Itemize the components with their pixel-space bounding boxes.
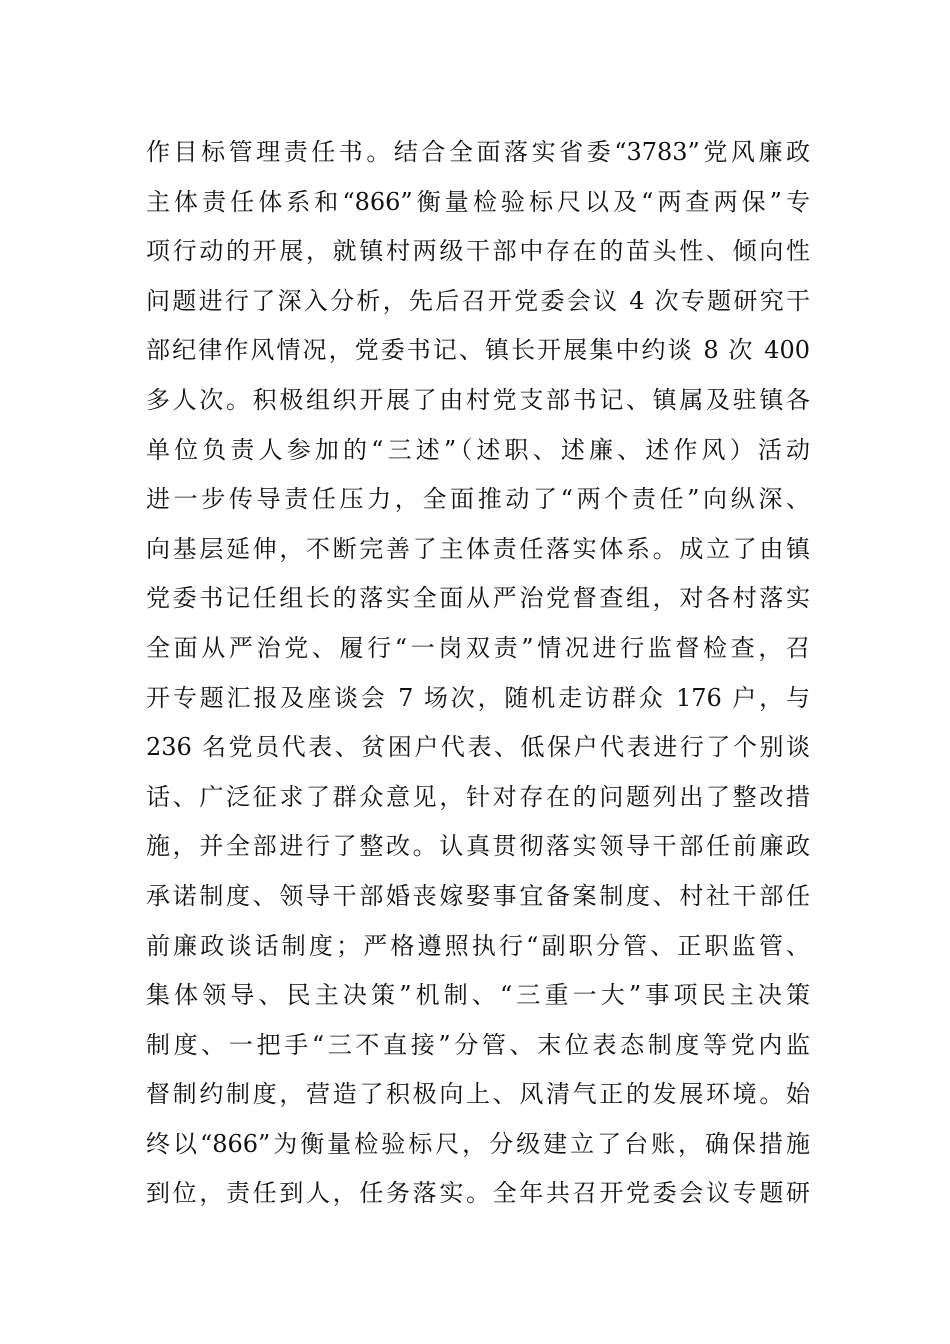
text-line: 全面从严治党、履行“一岗双责”情况进行监督检查，召 <box>146 633 810 662</box>
body-paragraph <box>146 128 810 1219</box>
text-line: 进一步传导责任压力，全面推动了“两个责任”向纵深、 <box>146 485 810 514</box>
text-line: 承诺制度、领导干部婚丧嫁娶事宜备案制度、村社干部任 <box>146 881 810 910</box>
text-line: 主体责任体系和“866”衡量检验标尺以及“两查两保”专 <box>146 187 810 216</box>
text-line: 236 名党员代表、贫困户代表、低保户代表进行了个别谈 <box>146 733 810 762</box>
text-line: 制度、一把手“三不直接”分管、末位表态制度等党内监 <box>146 1030 810 1059</box>
text-line: 开专题汇报及座谈会 7 场次，随机走访群众 176 户，与 <box>146 683 810 712</box>
text-line: 项行动的开展，就镇村两级干部中存在的苗头性、倾向性 <box>146 237 810 266</box>
text-line: 单位负责人参加的“三述”（述职、述廉、述作风）活动 <box>146 435 810 464</box>
text-line: 多人次。积极组织开展了由村党支部书记、镇属及驻镇各 <box>146 385 810 414</box>
text-line: 向基层延伸，不断完善了主体责任落实体系。成立了由镇 <box>146 534 810 563</box>
text-line: 话、广泛征求了群众意见，针对存在的问题列出了整改措 <box>146 782 810 811</box>
text-line: 部纪律作风情况，党委书记、镇长开展集中约谈 8 次 400 <box>146 336 810 365</box>
text-line: 施，并全部进行了整改。认真贯彻落实领导干部任前廉政 <box>146 832 810 861</box>
text-line: 作目标管理责任书。结合全面落实省委“3783”党风廉政 <box>146 138 810 166</box>
text-line: 集体领导、民主决策”机制、“三重一大”事项民主决策 <box>146 981 810 1010</box>
text-line: 问题进行了深入分析，先后召开党委会议 4 次专题研究干 <box>146 286 810 315</box>
text-line: 督制约制度，营造了积极向上、风清气正的发展环境。始 <box>146 1080 810 1109</box>
text-line: 前廉政谈话制度；严格遵照执行“副职分管、正职监管、 <box>146 931 810 960</box>
text-line: 到位，责任到人，任务落实。全年共召开党委会议专题研 <box>146 1179 810 1208</box>
text-line: 终以“866”为衡量检验标尺，分级建立了台账，确保措施 <box>146 1129 810 1158</box>
text-line: 党委书记任组长的落实全面从严治党督查组，对各村落实 <box>146 584 810 613</box>
